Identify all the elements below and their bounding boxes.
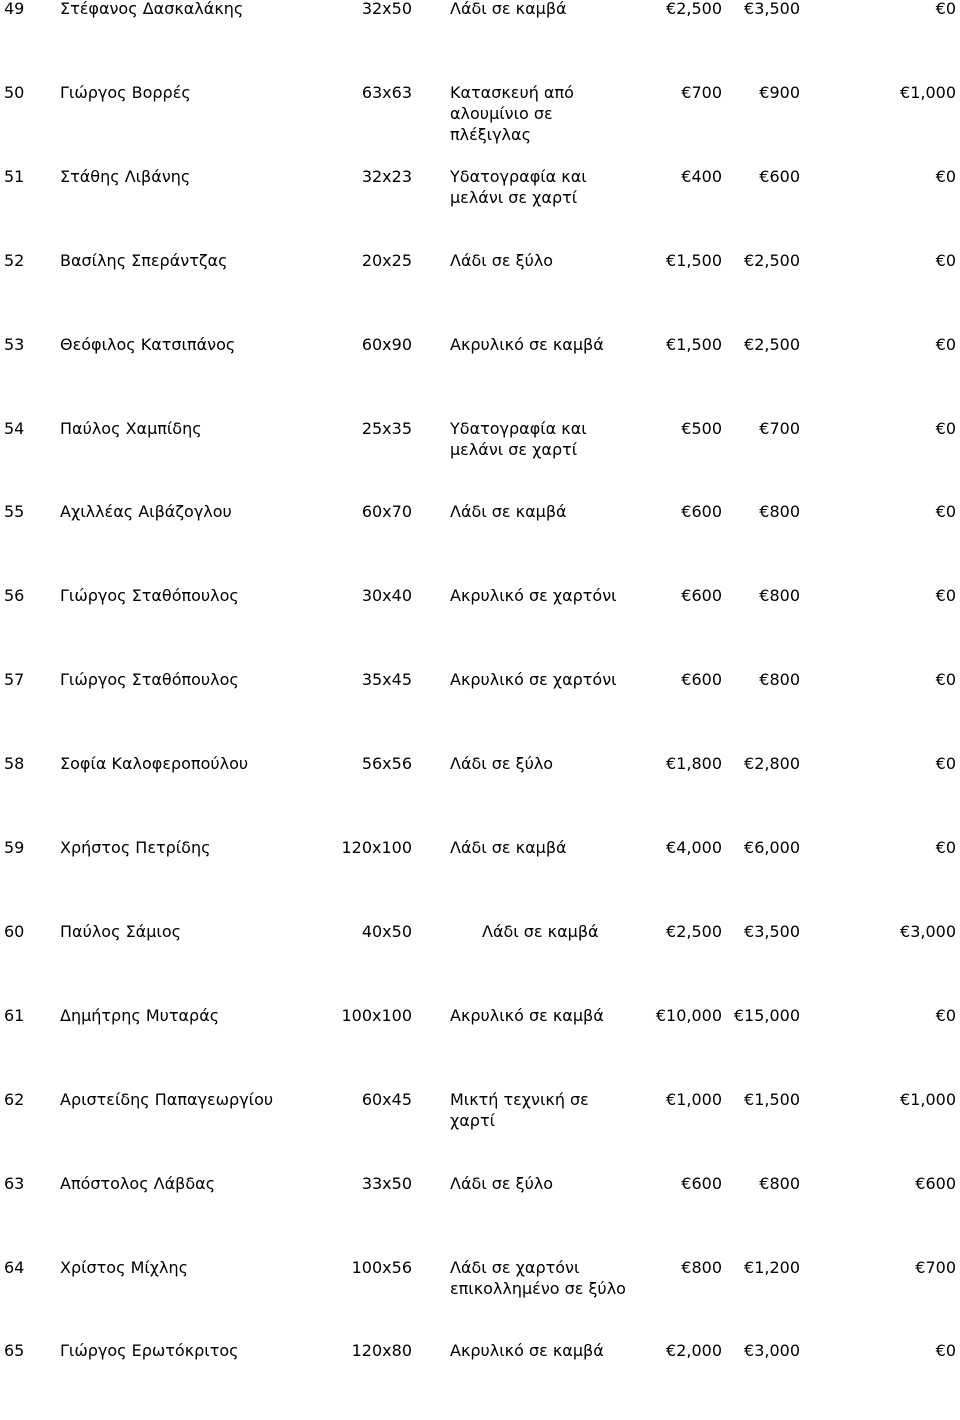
price-final: €0: [935, 334, 956, 354]
table-row: [0, 82, 960, 162]
row-number: 61: [4, 1005, 25, 1025]
row-number: 63: [4, 1173, 25, 1193]
price-final: €0: [935, 838, 956, 857]
row-number: 58: [4, 754, 25, 774]
technique-line: Λάδι σε ξύλο: [450, 1173, 554, 1193]
price-low: €600: [681, 586, 722, 606]
technique-line: χαρτί: [450, 1110, 495, 1130]
artist-name: Παύλος Χαμπίδης: [60, 418, 202, 438]
technique: [450, 250, 553, 271]
artist-name: Γιώργος Βορρές: [60, 82, 191, 102]
price-low: €700: [681, 82, 722, 102]
dimensions: 25x35: [361, 418, 412, 438]
technique: [450, 1005, 604, 1026]
price-high: €700: [759, 418, 800, 438]
price-final: €0: [935, 586, 956, 606]
price-low: €1,500: [666, 334, 722, 354]
dimensions: 100x100: [341, 1005, 412, 1025]
price-final: €700: [915, 1257, 956, 1277]
technique-line: Μικτή τεχνική σε: [450, 1089, 589, 1109]
price-high: €6,000: [744, 838, 800, 857]
price-final: €0: [935, 250, 956, 270]
technique-line: Ακρυλικό σε καμβά: [450, 1341, 604, 1361]
row-number: 62: [4, 1089, 25, 1109]
price-high: €800: [759, 670, 800, 690]
artist-name: Στέφανος Δασκαλάκης: [60, 0, 244, 18]
dimensions: 60x70: [361, 502, 412, 522]
table-row: [0, 1340, 960, 1420]
table-row: [0, 250, 960, 330]
technique: [450, 82, 574, 145]
price-low: €1,500: [666, 250, 722, 270]
table-row: [0, 585, 960, 665]
technique-line: Λάδι σε καμβά: [482, 921, 599, 941]
technique: [450, 1257, 626, 1299]
technique: [450, 585, 617, 606]
technique: [450, 166, 587, 208]
dimensions: 120x80: [351, 1341, 412, 1361]
artist-name: Στάθης Λιβάνης: [60, 166, 191, 186]
table-row: [0, 1257, 960, 1337]
price-high: €15,000: [733, 1005, 800, 1025]
technique-line: Ακρυλικό σε καμβά: [450, 1005, 604, 1025]
dimensions: 100x56: [351, 1257, 412, 1277]
technique-line: Λάδι σε καμβά: [450, 502, 567, 522]
table-row: [0, 837, 960, 917]
dimensions: 35x45: [361, 670, 412, 690]
technique: [450, 1089, 589, 1131]
price-high: €900: [759, 82, 800, 102]
artist-name: Βασίλης Σπεράντζας: [60, 250, 228, 270]
price-high: €3,000: [744, 1341, 800, 1361]
price-high: €1,500: [744, 1089, 800, 1109]
price-low: €4,000: [666, 838, 722, 857]
technique-line: μελάνι σε χαρτί: [450, 439, 578, 459]
table-row: [0, 418, 960, 498]
price-final: €0: [935, 418, 956, 438]
price-final: €600: [915, 1173, 956, 1193]
row-number: 54: [4, 418, 25, 438]
price-low: €500: [681, 418, 722, 438]
price-final: €3,000: [900, 921, 956, 941]
technique-line: Ακρυλικό σε χαρτόνι: [450, 670, 617, 690]
technique-line: Λάδι σε χαρτόνι: [450, 1257, 580, 1277]
price-final: €0: [935, 0, 956, 18]
row-number: 64: [4, 1257, 25, 1277]
price-final: €1,000: [900, 1089, 956, 1109]
dimensions: 32x50: [361, 0, 412, 18]
technique-line: Ακρυλικό σε καμβά: [450, 334, 604, 354]
technique: [450, 0, 567, 19]
technique-line: Κατασκευή από: [450, 82, 574, 102]
row-number: 56: [4, 586, 25, 606]
table-row: [0, 1173, 960, 1253]
artist-name: Αχιλλέας Αιβάζογλου: [60, 502, 232, 522]
technique-line: αλουμίνιο σε: [450, 103, 553, 123]
technique-line: Λάδι σε καμβά: [450, 0, 567, 18]
technique: [450, 753, 553, 774]
table-row: [0, 1005, 960, 1085]
dimensions: 20x25: [361, 250, 412, 270]
technique-line: Λάδι σε ξύλο: [450, 250, 554, 270]
dimensions: 32x23: [361, 166, 412, 186]
artist-name: Απόστολος Λάβδας: [60, 1173, 216, 1193]
artist-name: Παύλος Σάμιος: [60, 921, 181, 941]
price-final: €0: [935, 1005, 956, 1025]
dimensions: 33x50: [361, 1173, 412, 1193]
technique: [450, 1340, 604, 1361]
price-low: €600: [681, 1173, 722, 1193]
artist-name: Δημήτρης Μυταράς: [60, 1005, 220, 1025]
artist-name: Αριστείδης Παπαγεωργίου: [60, 1089, 274, 1109]
technique-line: πλέξιγλας: [450, 124, 531, 144]
price-final: €0: [935, 502, 956, 522]
price-high: €2,500: [744, 334, 800, 354]
dimensions: 60x45: [361, 1089, 412, 1109]
row-number: 59: [4, 838, 25, 857]
price-low: €400: [681, 166, 722, 186]
technique: [450, 334, 604, 355]
technique: [450, 1173, 553, 1194]
table-row: [0, 334, 960, 414]
table-row: [0, 753, 960, 833]
row-number: 55: [4, 502, 25, 522]
table-row: [0, 1089, 960, 1169]
dimensions: 60x90: [361, 334, 412, 354]
technique: [450, 501, 567, 522]
price-high: €2,500: [744, 250, 800, 270]
dimensions: 56x56: [361, 754, 412, 774]
price-high: €800: [759, 502, 800, 522]
price-final: €0: [935, 1341, 956, 1361]
technique-line: μελάνι σε χαρτί: [450, 187, 578, 207]
technique: [450, 418, 587, 460]
table-row: [0, 166, 960, 246]
technique: [450, 669, 617, 690]
artist-name: Γιώργος Ερωτόκριτος: [60, 1341, 239, 1361]
row-number: 60: [4, 921, 25, 941]
price-low: €800: [681, 1257, 722, 1277]
price-high: €3,500: [744, 921, 800, 941]
row-number: 49: [4, 0, 25, 18]
row-number: 50: [4, 82, 25, 102]
technique-line: επικολλημένο σε ξύλο: [450, 1278, 626, 1298]
price-final: €0: [935, 670, 956, 690]
technique: [450, 837, 567, 858]
dimensions: 120x100: [341, 838, 412, 857]
price-final: €0: [935, 754, 956, 774]
price-low: €600: [681, 502, 722, 522]
price-high: €3,500: [744, 0, 800, 18]
dimensions: 30x40: [361, 586, 412, 606]
price-final: €1,000: [900, 82, 956, 102]
price-high: €600: [759, 166, 800, 186]
price-low: €2,500: [666, 921, 722, 941]
dimensions: 63x63: [361, 82, 412, 102]
table-row: [0, 0, 960, 78]
artist-name: Σοφία Καλοφεροπούλου: [60, 754, 249, 774]
technique-line: Υδατογραφία και: [450, 166, 587, 186]
row-number: 52: [4, 250, 25, 270]
row-number: 53: [4, 334, 25, 354]
row-number: 57: [4, 670, 25, 690]
row-number: 65: [4, 1341, 25, 1361]
technique-line: Ακρυλικό σε χαρτόνι: [450, 586, 617, 606]
price-low: €1,800: [666, 754, 722, 774]
dimensions: 40x50: [361, 921, 412, 941]
artist-name: Χρίστος Μίχλης: [60, 1257, 189, 1277]
price-high: €800: [759, 1173, 800, 1193]
price-low: €10,000: [655, 1005, 722, 1025]
artist-name: Γιώργος Σταθόπουλος: [60, 586, 239, 606]
artist-name: Θεόφιλος Κατσιπάνος: [60, 334, 236, 354]
table-row: [0, 669, 960, 749]
price-low: €2,500: [666, 0, 722, 18]
price-high: €2,800: [744, 754, 800, 774]
table-row: [0, 921, 960, 1001]
artist-name: Χρήστος Πετρίδης: [60, 838, 211, 857]
technique-line: Λάδι σε ξύλο: [450, 754, 554, 774]
price-high: €1,200: [744, 1257, 800, 1277]
technique-line: Λάδι σε καμβά: [450, 838, 567, 857]
price-low: €600: [681, 670, 722, 690]
technique-line: Υδατογραφία και: [450, 418, 587, 438]
price-low: €2,000: [666, 1341, 722, 1361]
technique: [482, 921, 599, 942]
table-row: [0, 501, 960, 581]
price-final: €0: [935, 166, 956, 186]
artist-name: Γιώργος Σταθόπουλος: [60, 670, 239, 690]
price-low: €1,000: [666, 1089, 722, 1109]
row-number: 51: [4, 166, 25, 186]
price-high: €800: [759, 586, 800, 606]
